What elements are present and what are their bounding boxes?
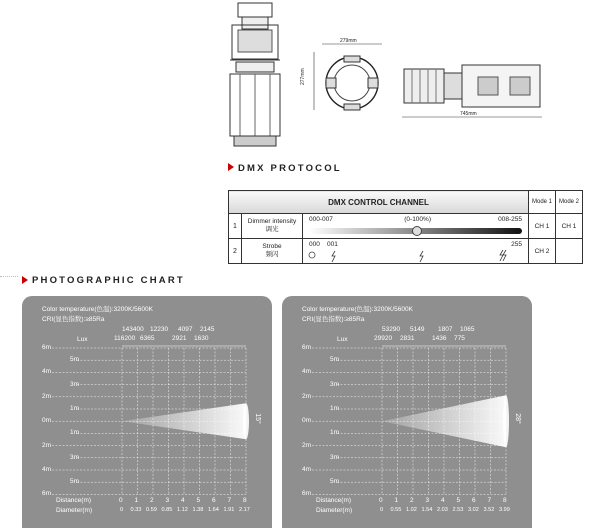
- y-axis-label: 6m: [42, 490, 52, 498]
- lux-value: 29920: [374, 335, 393, 342]
- lux-value: 12230: [150, 326, 169, 333]
- y-axis-label: 2m: [42, 392, 52, 400]
- y-axis-label: 3m: [70, 380, 80, 388]
- distance-value: 7: [227, 497, 232, 504]
- diameter-value: 1.02: [406, 507, 417, 513]
- lux-value: 1630: [194, 335, 209, 342]
- photo-section-title: PHOTOGRAPHIC CHART: [32, 275, 185, 286]
- y-axis-label: 6m: [302, 344, 312, 351]
- diameter-value: 0.59: [146, 507, 157, 513]
- y-axis-label: 2m: [302, 392, 312, 400]
- distance-value: 0: [119, 497, 123, 504]
- y-axis-label: 2m: [42, 441, 52, 449]
- dimmer-range-left: 000-007: [309, 216, 333, 223]
- y-axis-label: 4m: [302, 466, 312, 473]
- section-marker-icon: [228, 163, 234, 171]
- y-axis-label: 4m: [42, 368, 52, 376]
- lux-value: 53290: [382, 326, 401, 333]
- diameter-value: 0: [380, 507, 384, 513]
- dimmer-range-mid: (0-100%): [404, 216, 431, 223]
- lux-value: 1065: [460, 326, 475, 333]
- y-axis-label: 3m: [70, 453, 80, 461]
- strobe-range-left2: 001: [327, 241, 338, 248]
- lux-label: Lux: [337, 336, 348, 343]
- distance-value: 2: [150, 497, 154, 504]
- diameter-value: 1.64: [208, 507, 219, 513]
- y-axis-label: 4m: [42, 466, 52, 473]
- mode2-value: CH 1: [556, 214, 583, 239]
- beam-angle-label: 15°: [253, 413, 261, 424]
- fast-lightning-icon: [500, 250, 506, 261]
- lux-value: 5149: [410, 326, 425, 333]
- y-axis-label: 0m: [302, 417, 312, 425]
- photometric-panel-28: [282, 296, 532, 528]
- y-axis-label: 0m: [42, 417, 52, 425]
- distance-value: 8: [503, 497, 507, 504]
- photometric-panel-15: [22, 296, 272, 528]
- lux-value: 2921: [172, 335, 187, 342]
- distance-value: 6: [472, 497, 476, 504]
- diameter-value: 2.03: [437, 507, 448, 513]
- cri-spec: CRI(显色指数):≥85Ra: [302, 316, 365, 323]
- diameter-value: 3.02: [468, 507, 479, 513]
- distance-value: 1: [394, 497, 399, 504]
- distance-value: 3: [165, 497, 170, 504]
- dmx-table-title: DMX CONTROL CHANNEL: [229, 191, 529, 214]
- fixture-side-drawing: [220, 0, 290, 150]
- y-axis-label: 1m: [70, 429, 80, 437]
- y-axis-label: 6m: [302, 490, 312, 498]
- distance-value: 4: [181, 497, 185, 504]
- diameter-value: 1.12: [177, 507, 188, 513]
- distance-value: 8: [243, 497, 247, 504]
- diameter-value: 0.33: [130, 507, 142, 513]
- lux-value: 1436: [432, 335, 447, 342]
- beam-end: [503, 395, 509, 447]
- y-axis-label: 5m: [330, 356, 340, 364]
- distance-value: 5: [456, 497, 461, 504]
- y-axis-label: 2m: [302, 441, 312, 449]
- mode2-value: [556, 239, 583, 264]
- diameter-value: 3.99: [499, 507, 510, 513]
- distance-label: Distance(m): [316, 497, 352, 504]
- distance-value: 1: [134, 497, 139, 504]
- y-axis-label: 1m: [70, 405, 80, 412]
- off-circle-icon: [309, 252, 315, 258]
- distance-value: 2: [410, 497, 414, 504]
- channel-name: Strobe: [262, 243, 282, 250]
- y-axis-label: 6m: [42, 344, 52, 351]
- lux-value: 6365: [140, 335, 155, 342]
- length-dimension: 745mm: [460, 111, 477, 117]
- distance-value: 6: [212, 497, 216, 504]
- beam-end: [243, 403, 249, 439]
- table-row: 2 Strobe 频闪 000 001 255 CH 2: [229, 239, 583, 264]
- lux-value: 775: [454, 335, 465, 342]
- y-axis-label: 5m: [70, 356, 80, 364]
- distance-value: 5: [196, 497, 201, 504]
- diameter-value: 2.53: [452, 507, 464, 513]
- beam-grid: [22, 296, 272, 528]
- channel-name-cn: 调光: [265, 226, 279, 233]
- lightning-icon: [420, 251, 423, 262]
- section-marker-icon: [22, 276, 28, 284]
- distance-value: 3: [425, 497, 430, 504]
- y-axis-label: 1m: [330, 405, 340, 412]
- lux-value: 1807: [438, 326, 453, 333]
- diameter-value: 0.55: [390, 507, 402, 513]
- beam-angle-label: 28°: [513, 413, 521, 424]
- diameter-value: 1.91: [223, 507, 235, 513]
- diameter-value: 3.52: [483, 507, 495, 513]
- lux-value: 2831: [400, 335, 415, 342]
- mode1-header: Mode 1: [529, 191, 556, 214]
- mode1-value: CH 1: [529, 214, 556, 239]
- strobe-range-left: 000: [309, 241, 320, 248]
- strobe-range-right: 255: [511, 241, 522, 248]
- diameter-value: 1.54: [421, 507, 433, 513]
- distance-value: 4: [441, 497, 445, 504]
- mode2-header: Mode 2: [556, 191, 583, 214]
- dimmer-knob-icon: [412, 226, 422, 236]
- channel-name-cn: 频闪: [265, 251, 279, 258]
- color-temperature-spec: Color temperature(色温):3200K/5600K: [302, 306, 413, 313]
- y-axis-label: 3m: [330, 453, 340, 461]
- channel-name: Dimmer intensity: [247, 218, 297, 225]
- y-axis-label: 1m: [330, 429, 340, 437]
- lux-value: 116200: [114, 335, 136, 342]
- y-axis-label: 5m: [330, 478, 340, 486]
- dimmer-range-right: 008-255: [498, 216, 522, 223]
- distance-value: 0: [379, 497, 383, 504]
- mode1-value: CH 2: [529, 239, 556, 264]
- lightning-icon: [332, 251, 335, 262]
- color-temperature-spec: Color temperature(色温):3200K/5600K: [42, 306, 153, 313]
- dmx-section-title: DMX PROTOCOL: [238, 163, 342, 174]
- strobe-icons: [303, 249, 513, 263]
- y-axis-label: 3m: [330, 380, 340, 388]
- lux-value: 2145: [200, 326, 215, 333]
- dmx-table: [228, 190, 583, 264]
- lux-label: Lux: [77, 336, 88, 343]
- diameter-label: Diameter(m): [56, 507, 93, 514]
- diameter-value: 0.85: [161, 507, 173, 513]
- diameter-label: Diameter(m): [316, 507, 353, 514]
- diameter-value: 2.17: [239, 507, 250, 513]
- beam-grid: [282, 296, 532, 528]
- y-axis-label: 4m: [302, 368, 312, 376]
- diameter-value: 0: [120, 507, 124, 513]
- distance-label: Distance(m): [56, 497, 92, 504]
- y-axis-label: 5m: [70, 478, 80, 486]
- diameter-value: 1.38: [192, 507, 204, 513]
- lux-value: 143400: [122, 326, 144, 333]
- width-dimension: 279mm: [340, 38, 357, 44]
- cri-spec: CRI(显色指数):≥85Ra: [42, 316, 105, 323]
- table-row: 1 Dimmer intensity 调光 000-007 (0-100%) 008-255 CH 1 CH 1: [229, 214, 583, 239]
- fixture-front-drawing: [310, 38, 395, 123]
- height-dimension: 277mm: [300, 68, 306, 85]
- distance-value: 7: [487, 497, 492, 504]
- lux-value: 4097: [178, 326, 193, 333]
